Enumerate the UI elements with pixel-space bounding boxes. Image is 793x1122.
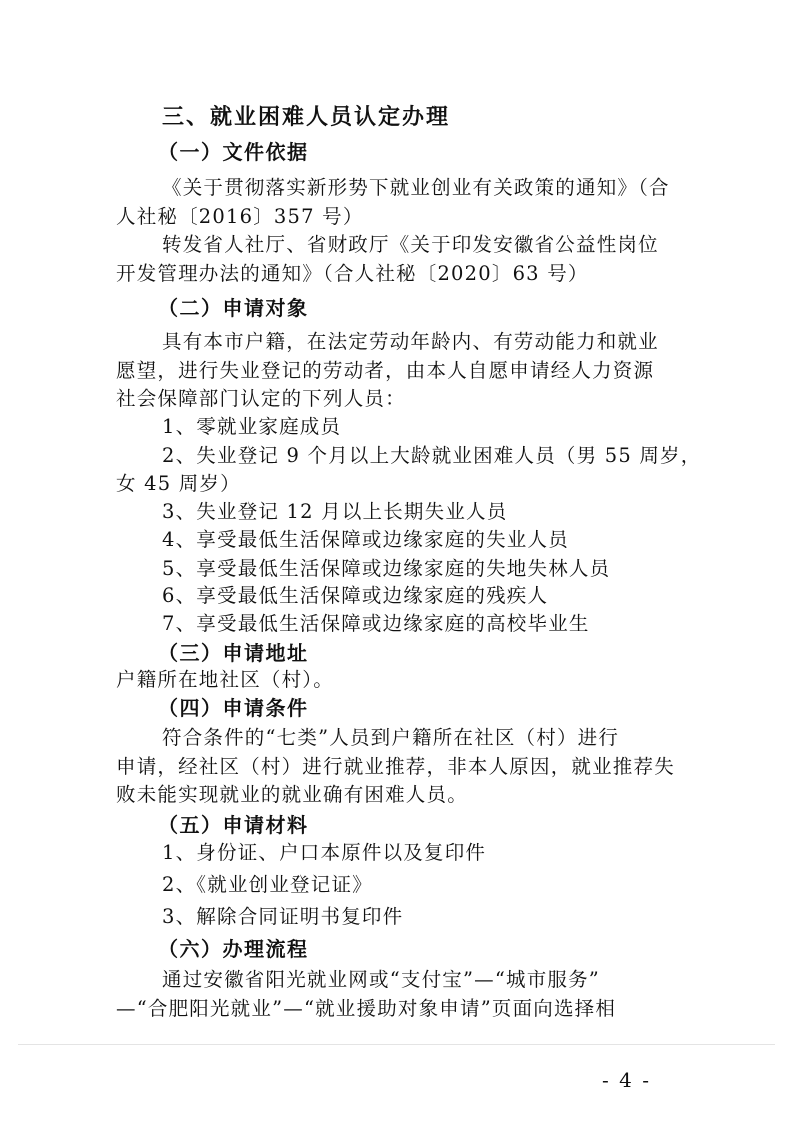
subsection-title-conditions: （四）申请条件 xyxy=(158,696,309,720)
applicant-item-4: 4、享受最低生活保障或边缘家庭的失业人员 xyxy=(162,528,569,551)
process-line1: 通过安徽省阳光就业网或“支付宝”—“城市服务” xyxy=(162,968,600,991)
conditions-line3: 败未能实现就业的就业确有困难人员。 xyxy=(116,783,468,806)
conditions-line2: 申请，经社区（村）进行就业推荐，非本人原因，就业推荐失 xyxy=(116,755,675,778)
applicants-intro-line1: 具有本市户籍，在法定劳动年龄内、有劳动能力和就业 xyxy=(162,330,659,353)
material-item-3: 3、解除合同证明书复印件 xyxy=(162,905,404,928)
applicants-intro-line2: 愿望，进行失业登记的劳动者，由本人自愿申请经人力资源 xyxy=(116,359,655,382)
subsection-title-materials: （五）申请材料 xyxy=(158,813,309,837)
applicant-item-2-line1: 2、失业登记 9 个月以上大龄就业困难人员（男 55 周岁， xyxy=(162,444,702,467)
conditions-line1: 符合条件的“七类”人员到户籍所在社区（村）进行 xyxy=(162,726,620,749)
process-line2: —“合肥阳光就业”—“就业援助对象申请”页面向选择相 xyxy=(116,997,617,1020)
applicant-item-5: 5、享受最低生活保障或边缘家庭的失地失林人员 xyxy=(162,557,611,580)
subsection-title-process: （六）办理流程 xyxy=(158,937,309,961)
applicant-item-3: 3、失业登记 12 月以上长期失业人员 xyxy=(162,500,508,523)
basis-doc2-line2: 开发管理办法的通知》（合人社秘〔2020〕63 号） xyxy=(116,262,589,285)
section-heading: 三、就业困难人员认定办理 xyxy=(162,104,451,130)
material-item-2: 2、《就业创业登记证》 xyxy=(162,873,373,896)
subsection-title-address: （三）申请地址 xyxy=(158,641,309,665)
address-text: 户籍所在地社区（村）。 xyxy=(116,668,334,691)
basis-doc1-line2: 人社秘〔2016〕357 号） xyxy=(116,205,364,228)
applicant-item-2-line2: 女 45 周岁） xyxy=(116,472,241,495)
applicants-intro-line3: 社会保障部门认定的下列人员： xyxy=(116,387,406,410)
applicant-item-7: 7、享受最低生活保障或边缘家庭的高校毕业生 xyxy=(162,612,590,635)
material-item-1: 1、身份证、户口本原件以及复印件 xyxy=(162,841,487,864)
basis-doc2-line1: 转发省人社厅、省财政厅《关于印发安徽省公益性岗位 xyxy=(162,233,659,256)
subsection-title-basis: （一）文件依据 xyxy=(158,140,309,164)
page-number: - 4 - xyxy=(602,1068,651,1092)
applicant-item-6: 6、享受最低生活保障或边缘家庭的残疾人 xyxy=(162,584,549,607)
basis-doc1-line1: 《关于贯彻落实新形势下就业创业有关政策的通知》（合 xyxy=(162,176,670,199)
footer-divider xyxy=(18,1044,775,1045)
applicant-item-1: 1、零就业家庭成员 xyxy=(162,415,342,438)
subsection-title-applicants: （二）申请对象 xyxy=(158,296,309,320)
